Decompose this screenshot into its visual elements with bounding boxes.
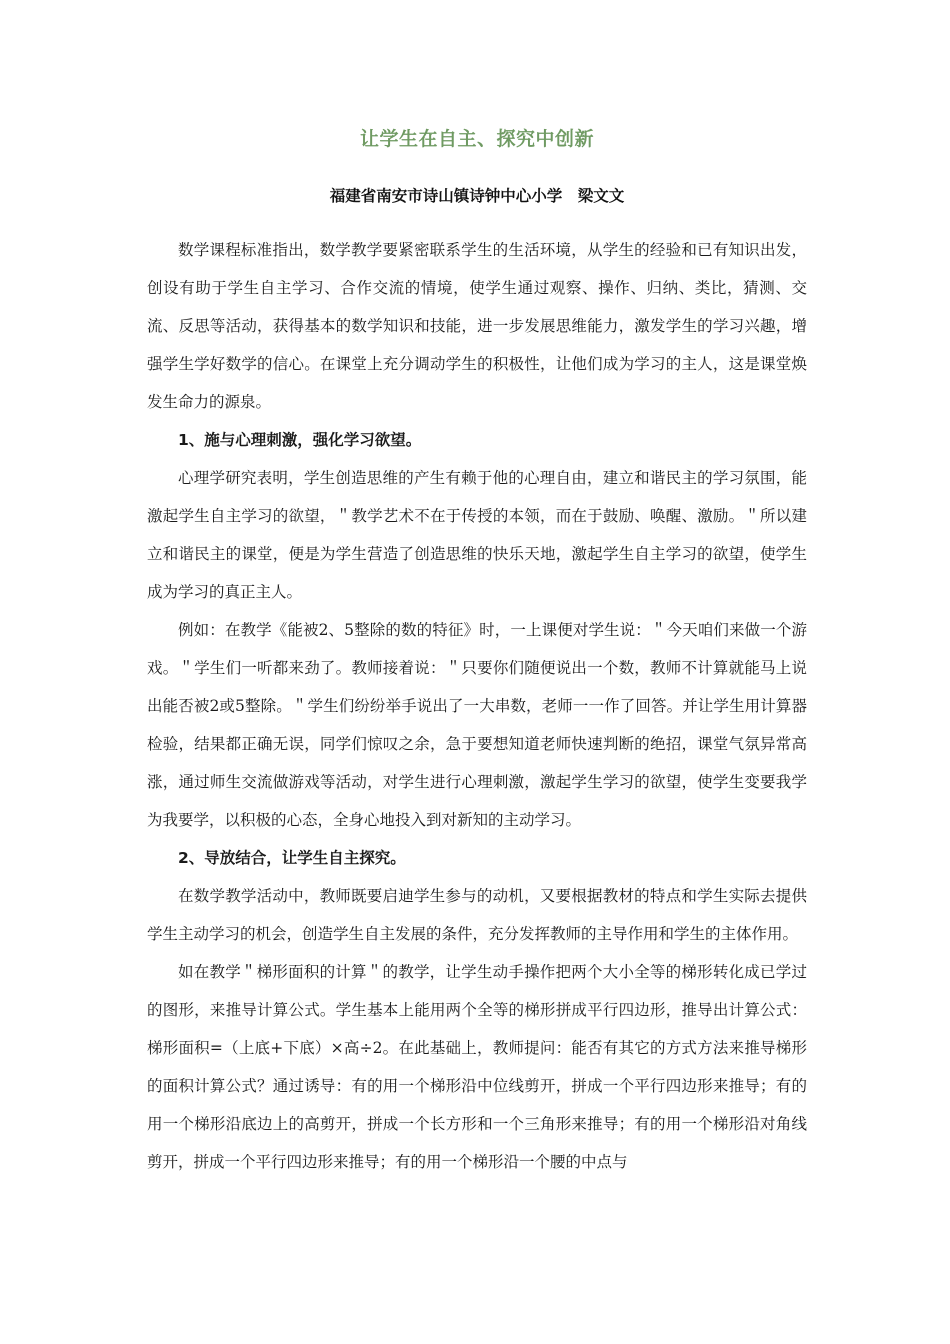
section-2-heading: 2、导放结合，让学生自主探究。 — [178, 849, 406, 867]
document-body — [147, 231, 807, 1181]
author-line: 福建省南安市诗山镇诗钟中心小学 梁文文 — [329, 187, 625, 205]
intro-paragraph: 数学课程标准指出，数学教学要紧密联系学生的生活环境，从学生的经验和已有知识出发，创设有助于学生自主学习、合作交流的情境，使学生通过观察、操作、归纳、类比，猜测、交流、反思等活动，获得基本的数学知识和技能，进一步发展思维能力，激发学生的学习兴趣，增强学生学好数学的信心。在课堂上充分调动学生的积极性，让他们成为学习的主人，这是课堂焕发生命力的源泉。 — [147, 241, 807, 411]
section-2-paragraph-2: 如在教学＂梯形面积的计算＂的教学，让学生动手操作把两个大小全等的梯形转化成已学过的图形，来推导计算公式。学生基本上能用两个全等的梯形拼成平行四边形，推导出计算公式：梯形面积=（上底+下底）×高÷2。在此基础上，教师提问：能否有其它的方式方法来推导梯形的面积计算公式？通过诱导：有的用一个梯形沿中位线剪开，拼成一个平行四边形来推导；有的用一个梯形沿底边上的高剪开，拼成一个长方形和一个三角形来推导；有的用一个梯形沿对角线剪开，拼成一个平行四边形来推导；有的用一个梯形沿一个腰的中点与 — [147, 963, 807, 1171]
document-title: 让学生在自主、探究中创新 — [359, 128, 594, 150]
section-1-paragraph-2: 例如：在教学《能被2、5整除的数的特征》时，一上课便对学生说：＂今天咱们来做一个游戏。＂学生们一听都来劲了。教师接着说：＂只要你们随便说出一个数，教师不计算就能马上说出能否被2或5整除。＂学生们纷纷举手说出了一大串数，老师一一作了回答。并让学生用计算器检验，结果都正确无误，同学们惊叹之余，急于要想知道老师快速判断的绝招，课堂气氛异常高涨，通过师生交流做游戏等活动，对学生进行心理刺激，激起学生学习的欲望，使学生变要我学为我要学，以积极的心态，全身心地投入到对新知的主动学习。 — [147, 621, 807, 829]
section-1-paragraph-1: 心理学研究表明，学生创造思维的产生有赖于他的心理自由，建立和谐民主的学习氛围，能激起学生自主学习的欲望，＂教学艺术不在于传授的本领，而在于鼓励、唤醒、激励。＂所以建立和谐民主的课堂，便是为学生营造了创造思维的快乐天地，激起学生自主学习的欲望，使学生成为学习的真正主人。 — [147, 469, 807, 601]
section-2-paragraph-1: 在数学教学活动中，教师既要启迪学生参与的动机，又要根据教材的特点和学生实际去提供学生主动学习的机会，创造学生自主发展的条件，充分发挥教师的主导作用和学生的主体作用。 — [147, 887, 807, 943]
section-1-heading: 1、施与心理刺激，强化学习欲望。 — [178, 431, 422, 449]
